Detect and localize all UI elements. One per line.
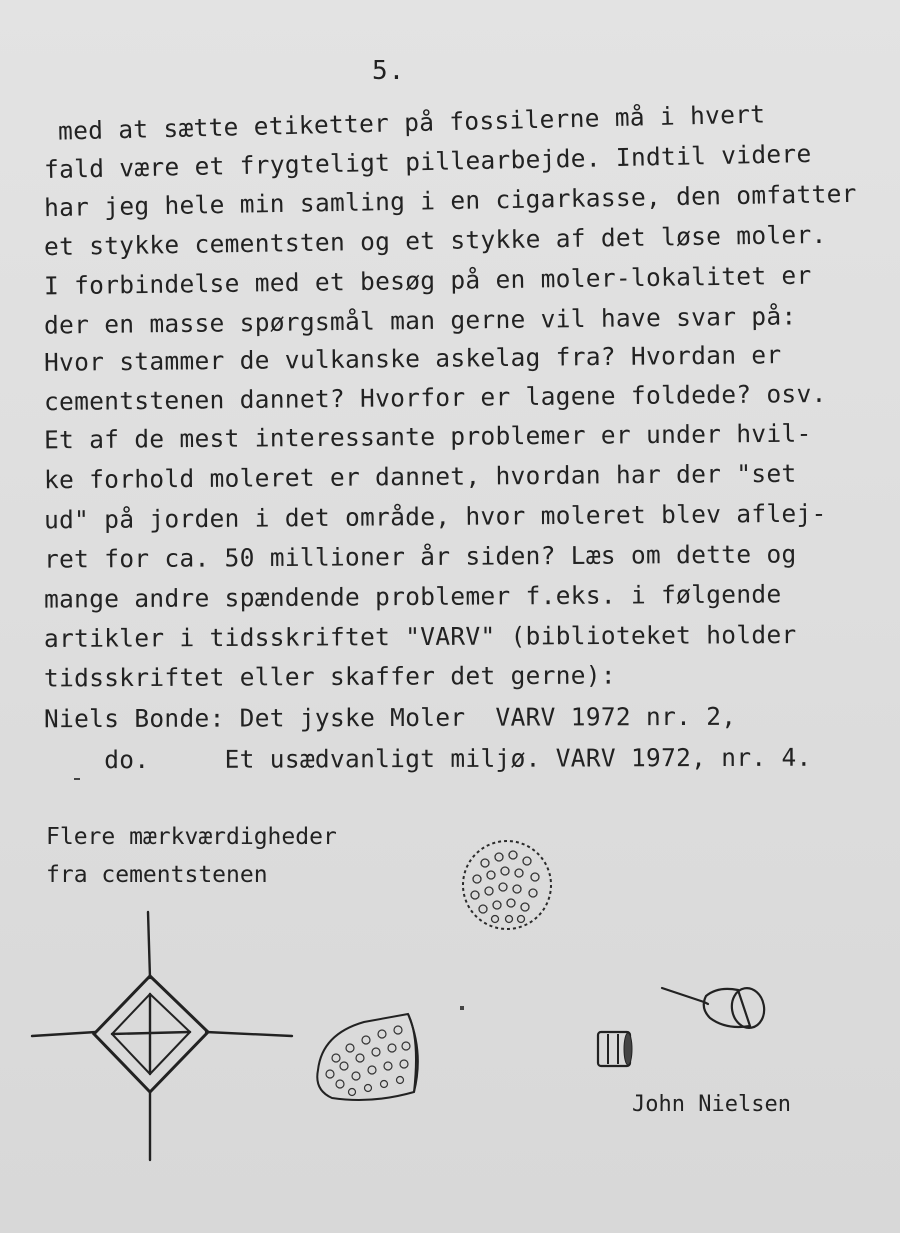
body-line: ke forhold moleret er dannet, hvordan har der "set	[43, 458, 797, 495]
body-line: Et af de mest interessante problemer er under hvil-	[43, 418, 812, 455]
stray-mark	[460, 1006, 464, 1010]
body-line: ud" på jorden i det område, hvor moleret blev aflej-	[43, 498, 827, 535]
body-line: med at sætte etiketter på fossilerne må i hvert	[57, 99, 766, 146]
body-line: Niels Bonde: Det jyske Moler VARV 1972 nr. 2,	[43, 701, 737, 734]
body-line: mange andre spændende problemer f.eks. i følgende	[43, 579, 782, 614]
star-fossil-sketch	[30, 910, 300, 1165]
body-line: I forbindelse med et besøg på en moler-lokalitet er	[43, 260, 812, 301]
body-line: tidsskriftet eller skaffer det gerne):	[43, 660, 616, 693]
body-line: do. Et usædvanligt miljø. VARV 1972, nr. 4.	[43, 742, 812, 775]
body-line: cementstenen dannet? Hvorfor er lagene foldede? osv.	[43, 378, 827, 417]
figure-caption-line: Flere mærkværdigheder	[46, 824, 337, 850]
page-number: 5.	[372, 56, 406, 86]
body-line: ret for ca. 50 millioner år siden? Læs om dette og	[43, 539, 797, 574]
cone-fossil-sketch	[658, 978, 773, 1038]
body-line: har jeg hele min samling i en cigarkasse, den omfatter	[43, 178, 857, 223]
body-line: fald være et frygteligt pillearbejde. Indtil videre	[43, 138, 812, 185]
barrel-fossil-sketch	[592, 1026, 638, 1072]
round-fossil-sketch	[455, 835, 565, 945]
body-line: der en masse spørgsmål man gerne vil have svar på:	[43, 301, 797, 340]
body-line: Hvor stammer de vulkanske askelag fra? Hvordan er	[43, 340, 782, 377]
figure-caption-line: fra cementstenen	[46, 862, 268, 888]
thimble-fossil-sketch	[312, 1008, 427, 1113]
author-signature: John Nielsen	[632, 1092, 791, 1117]
body-line: artikler i tidsskriftet "VARV" (biblioteket holder	[43, 620, 797, 653]
stray-mark	[74, 778, 80, 780]
body-line: et stykke cementsten og et stykke af det løse moler.	[43, 219, 827, 262]
